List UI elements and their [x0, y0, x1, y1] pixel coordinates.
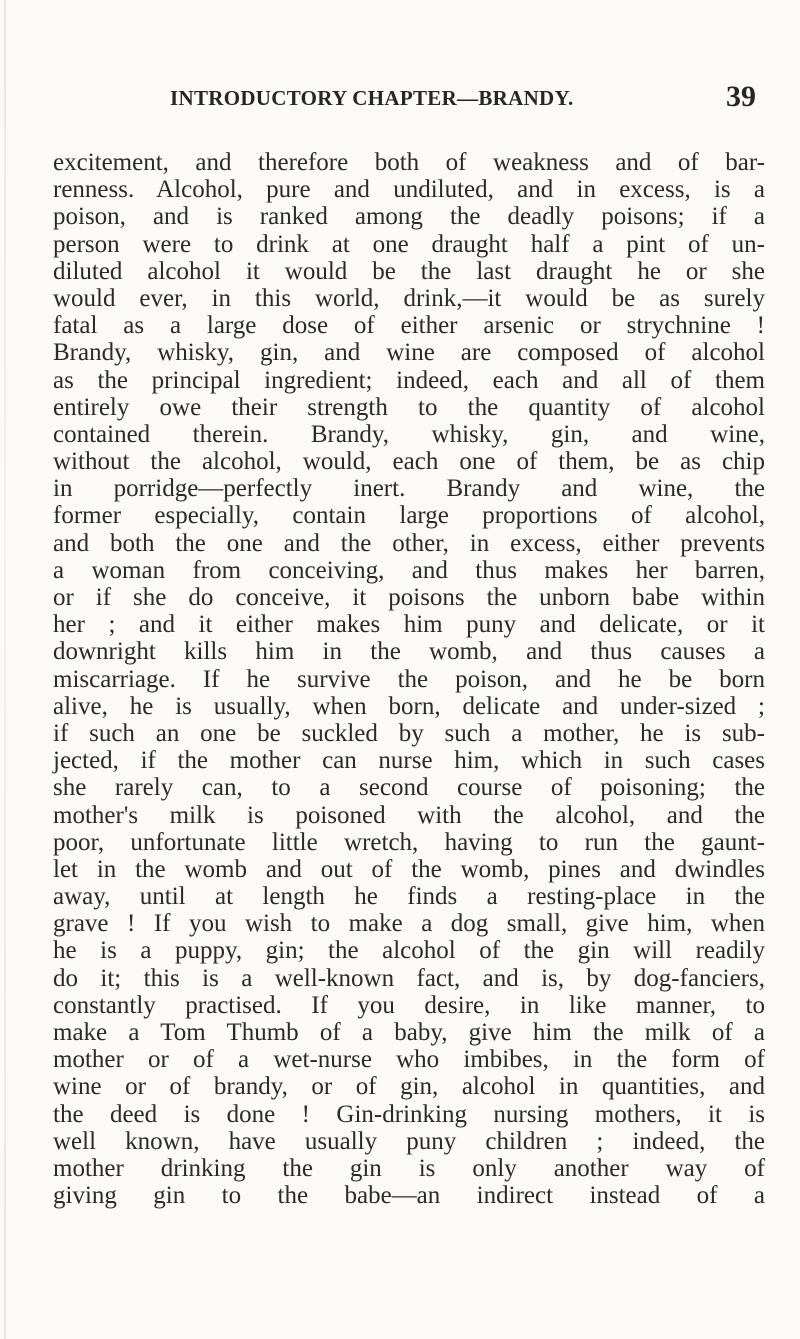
text-line: downright kills him in the womb, and thus causes a [53, 638, 765, 666]
text-line: poor, unfortunate little wretch, having to run the gaunt- [53, 828, 765, 856]
body-text [53, 149, 765, 1209]
text-line: diluted alcohol it would be the last draught he or she [53, 257, 765, 285]
text-line: renness. Alcohol, pure and undiluted, and in excess, is a [53, 176, 765, 204]
text-line: or if she do conceive, it poisons the unborn babe within [53, 584, 765, 611]
chapter-heading: INTRODUCTORY CHAPTER—BRANDY. [170, 86, 574, 110]
text-line: constantly practised. If you desire, in like manner, to [53, 991, 765, 1019]
text-line: poison, and is ranked among the deadly poisons; if a [53, 203, 765, 231]
text-line: the deed is done ! Gin-drinking nursing mothers, it is [53, 1100, 765, 1128]
text-line: former especially, contain large proportions of alcohol, [53, 502, 765, 530]
text-line: away, until at length he finds a resting-place in the [53, 883, 765, 911]
text-line: and both the one and the other, in excess, either prevents [53, 529, 765, 557]
text-line: well known, have usually puny children ; indeed, the [53, 1127, 765, 1155]
text-line: he is a puppy, gin; the alcohol of the gin will readily [53, 937, 765, 965]
text-line: mother's milk is poisoned with the alcohol, and the [53, 801, 765, 829]
text-line: wine or of brandy, or of gin, alcohol in quantities, and [53, 1073, 765, 1101]
text-line: do it; this is a well-known fact, and is, by dog-fanciers, [53, 964, 765, 992]
text-line: excitement, and therefore both of weakness and of bar- [53, 149, 765, 176]
text-line: a woman from conceiving, and thus makes her barren, [53, 556, 765, 584]
page-number: 39 [726, 80, 756, 113]
running-head [92, 80, 756, 116]
text-line: without the alcohol, would, each one of them, be as chip [53, 448, 765, 476]
text-line: entirely owe their strength to the quantity of alcohol [53, 393, 765, 421]
text-line: jected, if the mother can nurse him, which in such cases [53, 747, 765, 775]
text-line: as the principal ingredient; indeed, each and all of them [53, 366, 765, 394]
text-line: her ; and it either makes him puny and delicate, or it [53, 611, 765, 639]
text-line: contained therein. Brandy, whisky, gin, and wine, [53, 420, 765, 448]
text-line: mother or of a wet-nurse who imbibes, in the form of [53, 1046, 765, 1074]
text-line: would ever, in this world, drink,—it would be as surely [53, 284, 765, 312]
text-line: in porridge—perfectly inert. Brandy and wine, the [53, 475, 765, 503]
text-line: grave ! If you wish to make a dog small, give him, when [53, 910, 765, 938]
text-line: fatal as a large dose of either arsenic or strychnine ! [53, 312, 765, 340]
text-line: alive, he is usually, when born, delicate and under-sized ; [53, 692, 765, 720]
text-line: Brandy, whisky, gin, and wine are composed of alcohol [53, 339, 765, 367]
text-line: she rarely can, to a second course of poisoning; the [53, 774, 765, 802]
text-line: giving gin to the babe—an indirect instead of a [53, 1182, 765, 1210]
text-line: person were to drink at one draught half a pint of un- [53, 230, 765, 258]
text-line: let in the womb and out of the womb, pines and dwindles [53, 855, 765, 883]
text-line: make a Tom Thumb of a baby, give him the milk of a [53, 1019, 765, 1046]
text-line: miscarriage. If he survive the poison, and he be born [53, 665, 765, 693]
text-line: mother drinking the gin is only another way of [53, 1154, 765, 1182]
text-line: if such an one be suckled by such a mother, he is sub- [53, 719, 765, 747]
